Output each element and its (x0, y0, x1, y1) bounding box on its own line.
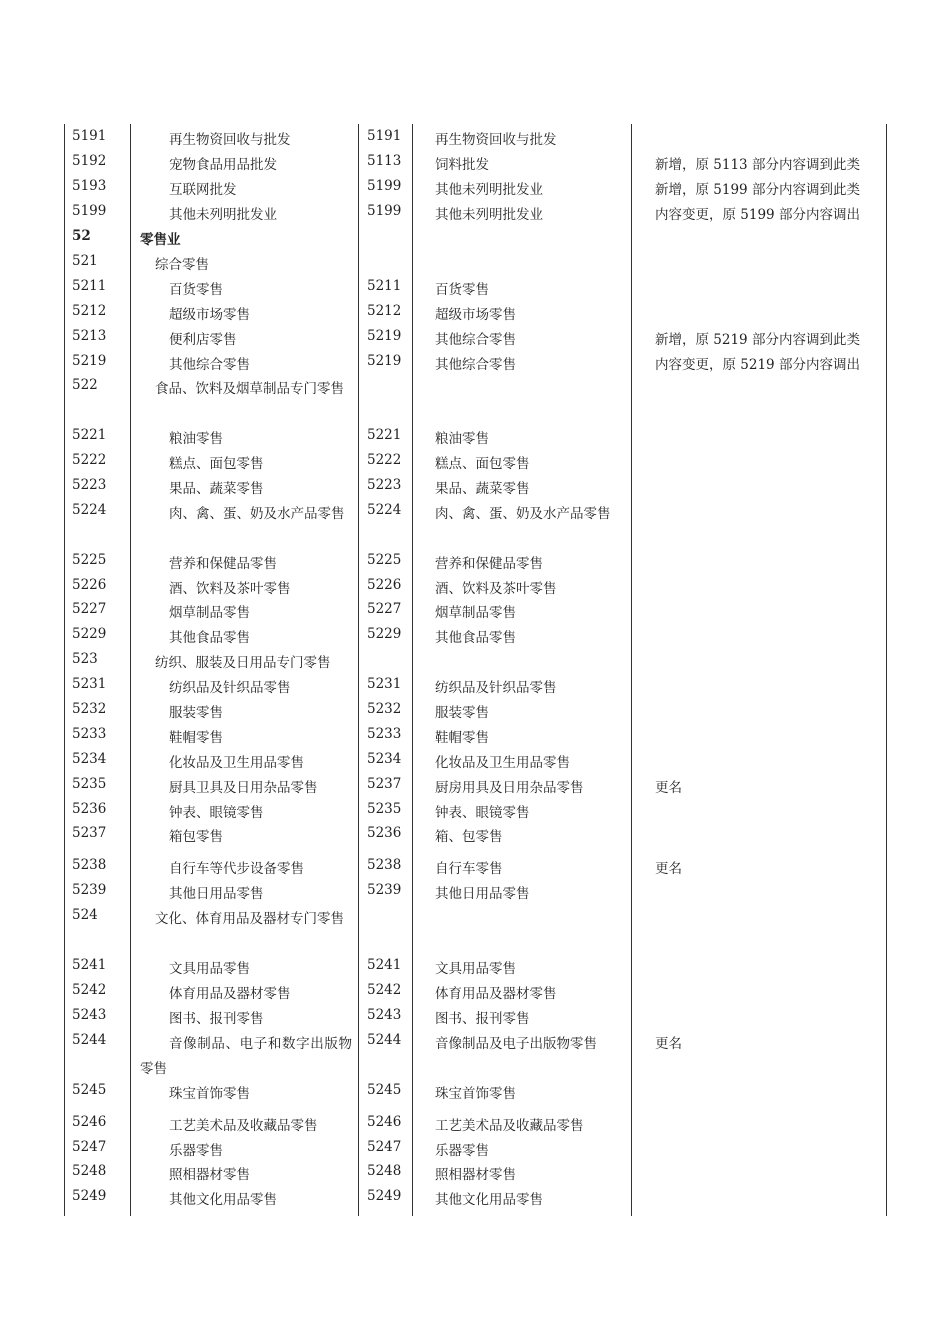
old-category-name: 饲料批发 (435, 157, 489, 173)
old-category-name: 乐器零售 (435, 1143, 489, 1159)
old-category-name: 服装零售 (435, 705, 489, 721)
new-code: 5213 (72, 328, 107, 344)
old-code: 5243 (367, 1007, 402, 1023)
change-note: 新增，原 5113 部分内容调到此类 (655, 157, 860, 173)
new-code: 5243 (72, 1007, 107, 1023)
new-category-name: 箱包零售 (169, 829, 223, 845)
new-code: 5227 (72, 601, 107, 617)
new-code: 5248 (72, 1163, 107, 1179)
old-code: 5237 (367, 776, 402, 792)
new-code: 5226 (72, 577, 107, 593)
new-category-name: 其他文化用品零售 (169, 1192, 277, 1208)
new-category-name: 纺织、服装及日用品专门零售 (155, 655, 331, 671)
new-category-name: 音像制品、电子和数字出版物零售 (140, 1036, 352, 1077)
new-code: 5233 (72, 726, 107, 742)
new-code: 5231 (72, 676, 107, 692)
new-code: 5212 (72, 303, 107, 319)
new-category-name: 服装零售 (169, 705, 223, 721)
old-code: 5212 (367, 303, 402, 319)
new-category-name: 图书、报刊零售 (169, 1011, 264, 1027)
old-code: 5225 (367, 552, 402, 568)
old-code: 5248 (367, 1163, 402, 1179)
new-code: 5229 (72, 626, 107, 642)
old-code: 5222 (367, 452, 402, 468)
new-code: 5238 (72, 857, 107, 873)
new-code: 5237 (72, 825, 107, 841)
new-code: 5222 (72, 452, 107, 468)
new-code: 5192 (72, 153, 107, 169)
old-category-name: 鞋帽零售 (435, 730, 489, 746)
change-note: 新增，原 5199 部分内容调到此类 (655, 182, 860, 198)
old-code: 5227 (367, 601, 402, 617)
new-code: 5193 (72, 178, 107, 194)
old-code: 5238 (367, 857, 402, 873)
old-category-name: 音像制品及电子出版物零售 (435, 1036, 597, 1052)
old-category-name: 烟草制品零售 (435, 605, 516, 621)
old-code: 5199 (367, 178, 402, 194)
old-code: 5245 (367, 1082, 402, 1098)
old-category-name: 其他日用品零售 (435, 886, 530, 902)
old-category-name: 其他综合零售 (435, 357, 516, 373)
old-category-name: 体育用品及器材零售 (435, 986, 557, 1002)
old-category-name: 其他未列明批发业 (435, 182, 543, 198)
new-category-name: 其他未列明批发业 (169, 207, 277, 223)
new-category-name: 文具用品零售 (169, 961, 250, 977)
new-category-name: 食品、饮料及烟草制品专门零售 (155, 381, 344, 397)
old-code: 5191 (367, 128, 402, 144)
old-category-name: 其他未列明批发业 (435, 207, 543, 223)
old-code: 5241 (367, 957, 402, 973)
new-code: 521 (72, 253, 98, 269)
old-code: 5221 (367, 427, 402, 443)
new-category-name: 酒、饮料及茶叶零售 (169, 581, 291, 597)
old-category-name: 营养和保健品零售 (435, 556, 543, 572)
new-category-name: 烟草制品零售 (169, 605, 250, 621)
old-code: 5224 (367, 502, 402, 518)
old-category-name: 超级市场零售 (435, 307, 516, 323)
new-category-name: 乐器零售 (169, 1143, 223, 1159)
new-category-name: 化妆品及卫生用品零售 (169, 755, 304, 771)
new-code: 5191 (72, 128, 107, 144)
new-code: 5223 (72, 477, 107, 493)
new-category-name: 互联网批发 (169, 182, 237, 198)
change-note: 更名 (655, 1036, 682, 1052)
new-code: 5199 (72, 203, 107, 219)
old-code: 5223 (367, 477, 402, 493)
old-category-name: 肉、禽、蛋、奶及水产品零售 (435, 506, 611, 522)
new-code: 522 (72, 377, 98, 393)
old-code: 5246 (367, 1114, 402, 1130)
old-code: 5247 (367, 1139, 402, 1155)
old-code: 5249 (367, 1188, 402, 1204)
old-code: 5242 (367, 982, 402, 998)
new-category-name: 其他综合零售 (169, 357, 250, 373)
old-category-name: 糕点、面包零售 (435, 456, 530, 472)
old-category-name: 再生物资回收与批发 (435, 132, 557, 148)
old-code: 5113 (367, 153, 402, 169)
column-divider (631, 124, 632, 1216)
new-category-name: 综合零售 (155, 257, 209, 273)
old-category-name: 其他综合零售 (435, 332, 516, 348)
new-category-name: 鞋帽零售 (169, 730, 223, 746)
new-category-name: 自行车等代步设备零售 (169, 861, 304, 877)
new-category-name: 厨具卫具及日用杂品零售 (169, 780, 318, 796)
old-category-name: 粮油零售 (435, 431, 489, 447)
old-code: 5219 (367, 328, 402, 344)
new-category-name: 糕点、面包零售 (169, 456, 264, 472)
old-category-name: 厨房用具及日用杂品零售 (435, 780, 584, 796)
new-category-name: 便利店零售 (169, 332, 237, 348)
new-code: 5249 (72, 1188, 107, 1204)
old-category-name: 钟表、眼镜零售 (435, 805, 530, 821)
new-category-name: 工艺美术品及收藏品零售 (169, 1118, 318, 1134)
change-note: 内容变更，原 5199 部分内容调出 (655, 207, 860, 223)
new-code: 5235 (72, 776, 107, 792)
old-category-name: 照相器材零售 (435, 1167, 516, 1183)
old-code: 5239 (367, 882, 402, 898)
new-code: 5244 (72, 1032, 107, 1048)
new-category-name: 粮油零售 (169, 431, 223, 447)
new-code: 5245 (72, 1082, 107, 1098)
old-category-name: 图书、报刊零售 (435, 1011, 530, 1027)
new-category-name: 文化、体育用品及器材专门零售 (155, 911, 344, 927)
new-code: 5211 (72, 278, 107, 294)
new-category-name: 果品、蔬菜零售 (169, 481, 264, 497)
old-category-name: 果品、蔬菜零售 (435, 481, 530, 497)
table-border-left (64, 124, 65, 1216)
new-code: 5242 (72, 982, 107, 998)
old-code: 5211 (367, 278, 402, 294)
old-code: 5226 (367, 577, 402, 593)
new-code: 5246 (72, 1114, 107, 1130)
old-code: 5231 (367, 676, 402, 692)
old-category-name: 自行车零售 (435, 861, 503, 877)
old-code: 5236 (367, 825, 402, 841)
change-note: 新增，原 5219 部分内容调到此类 (655, 332, 860, 348)
new-code: 523 (72, 651, 98, 667)
new-code: 5224 (72, 502, 107, 518)
old-category-name: 其他文化用品零售 (435, 1192, 543, 1208)
new-code: 524 (72, 907, 98, 923)
new-category-name: 其他食品零售 (169, 630, 250, 646)
new-code: 52 (72, 228, 91, 244)
old-code: 5199 (367, 203, 402, 219)
new-code: 5241 (72, 957, 107, 973)
old-code: 5232 (367, 701, 402, 717)
old-code: 5233 (367, 726, 402, 742)
column-divider (130, 124, 131, 1216)
new-category-name: 其他日用品零售 (169, 886, 264, 902)
old-code: 5229 (367, 626, 402, 642)
new-category-name: 宠物食品用品批发 (169, 157, 277, 173)
change-note: 内容变更，原 5219 部分内容调出 (655, 357, 860, 373)
old-category-name: 文具用品零售 (435, 961, 516, 977)
new-category-name: 肉、禽、蛋、奶及水产品零售 (169, 506, 345, 522)
column-divider (412, 124, 413, 1216)
change-note: 更名 (655, 780, 682, 796)
new-code: 5247 (72, 1139, 107, 1155)
new-code: 5239 (72, 882, 107, 898)
new-category-name: 钟表、眼镜零售 (169, 805, 264, 821)
old-code: 5234 (367, 751, 402, 767)
old-category-name: 纺织品及针织品零售 (435, 680, 557, 696)
old-code: 5219 (367, 353, 402, 369)
old-category-name: 箱、包零售 (435, 829, 503, 845)
new-category-name: 体育用品及器材零售 (169, 986, 291, 1002)
old-category-name: 百货零售 (435, 282, 489, 298)
change-note: 更名 (655, 861, 682, 877)
new-category-name: 百货零售 (169, 282, 223, 298)
table-border-right (886, 124, 887, 1216)
new-category-name: 纺织品及针织品零售 (169, 680, 291, 696)
new-category-name: 再生物资回收与批发 (169, 132, 291, 148)
old-code: 5235 (367, 801, 402, 817)
old-code: 5244 (367, 1032, 402, 1048)
new-category-name: 零售业 (140, 232, 181, 248)
new-category-name: 珠宝首饰零售 (169, 1086, 250, 1102)
new-category-name: 营养和保健品零售 (169, 556, 277, 572)
new-code: 5234 (72, 751, 107, 767)
new-category-name: 超级市场零售 (169, 307, 250, 323)
old-category-name: 工艺美术品及收藏品零售 (435, 1118, 584, 1134)
new-code: 5236 (72, 801, 107, 817)
new-code: 5219 (72, 353, 107, 369)
column-divider (358, 124, 359, 1216)
old-category-name: 酒、饮料及茶叶零售 (435, 581, 557, 597)
new-code: 5232 (72, 701, 107, 717)
old-category-name: 其他食品零售 (435, 630, 516, 646)
new-code: 5225 (72, 552, 107, 568)
old-category-name: 化妆品及卫生用品零售 (435, 755, 570, 771)
new-category-name: 照相器材零售 (169, 1167, 250, 1183)
new-code: 5221 (72, 427, 107, 443)
old-category-name: 珠宝首饰零售 (435, 1086, 516, 1102)
